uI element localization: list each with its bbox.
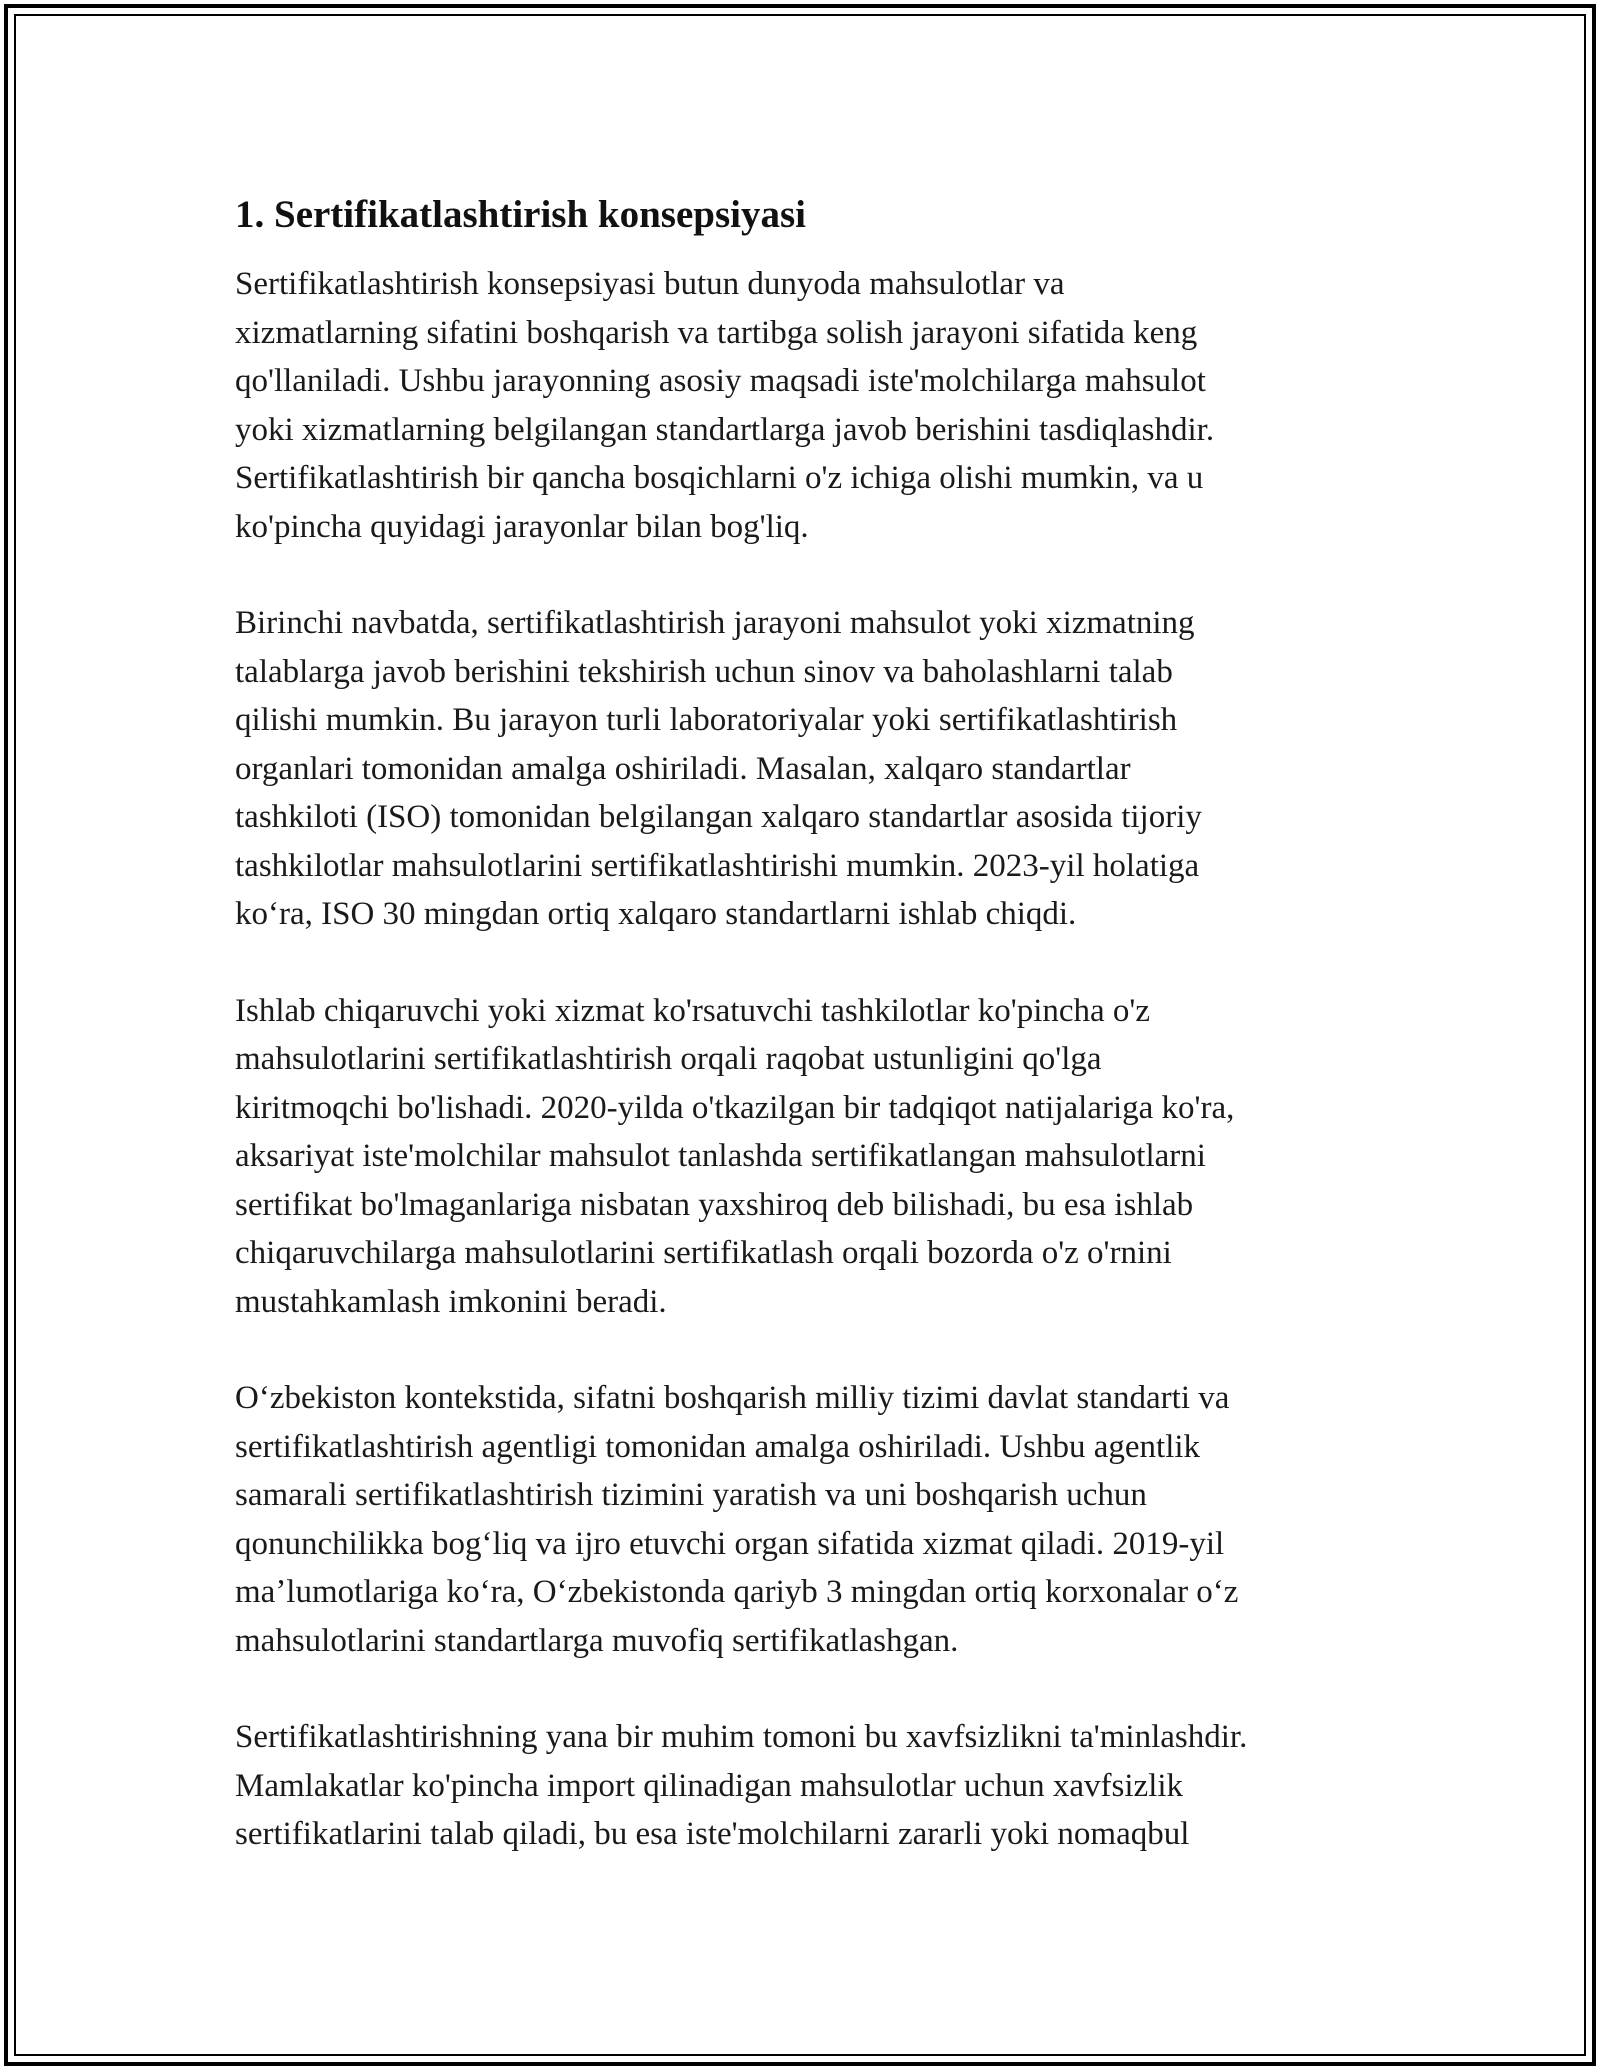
paragraph-5: Sertifikatlashtirishning yana bir muhim tomoni bu xavfsizlikni ta'minlashdir. Mamlakatlar ko'pincha import qilinadigan mahsulotlar uchun xavfsizlik sertifikatlarini talab qiladi, bu esa iste'molchilarni zararli yoki nomaqbul [235,1719,1248,1852]
section-heading: 1. Sertifikatlashtirish konsepsiyasi [235,193,807,236]
paragraph-2: Birinchi navbatda, sertifikatlashtirish jarayoni mahsulot yoki xizmatning talablarga javob berishini tekshirish uchun sinov va baholashlarni talab qilishi mumkin. Bu jarayon turli laboratoriyalar yoki sertifikatlashtirish organlari tomonidan amalga oshiriladi. Masalan, xalqaro standartlar tashkiloti (ISO) tomonidan belgilangan xalqaro standartlar asosida tijoriy tashkilotlar mahsulotlarini sertifikatlashtirishi mumkin. 2023-yil holatiga koʻra, ISO 30 mingdan ortiq xalqaro standartlarni ishlab chiqdi. [235,605,1202,932]
paragraph-1: Sertifikatlashtirish konsepsiyasi butun dunyoda mahsulotlar va xizmatlarning sifatini boshqarish va tartibga solish jarayoni sifatida keng qo'llaniladi. Ushbu jarayonning asosiy maqsadi iste'molchilarga mahsulot yoki xizmatlarning belgilangan standartlarga javob berishini tasdiqlashdir. Sertifikatlashtirish bir qancha bosqichlarni o'z ichiga olishi mumkin, va u ko'pincha quyidagi jarayonlar bilan bog'liq. [235,266,1215,545]
paragraph-4: Oʻzbekiston kontekstida, sifatni boshqarish milliy tizimi davlat standarti va sertifikatlashtirish agentligi tomonidan amalga oshiriladi. Ushbu agentlik samarali sertifikatlashtirish tizimini yaratish va uni boshqarish uchun qonunchilikka bogʻliq va ijro etuvchi organ sifatida xizmat qiladi. 2019-yil maʼlumotlariga koʻra, Oʻzbekistonda qariyb 3 mingdan ortiq korxonalar oʻz mahsulotlarini standartlarga muvofiq sertifikatlashgan. [235,1380,1239,1659]
paragraph-3: Ishlab chiqaruvchi yoki xizmat ko'rsatuvchi tashkilotlar ko'pincha o'z mahsulotlarini sertifikatlashtirish orqali raqobat ustunligini qo'lga kiritmoqchi bo'lishadi. 2020-yilda o'tkazilgan bir tadqiqot natijalariga ko'ra, aksariyat iste'molchilar mahsulot tanlashda sertifikatlangan mahsulotlarni sertifikat bo'lmaganlariga nisbatan yaxshiroq deb bilishadi, bu esa ishlab chiqaruvchilarga mahsulotlarini sertifikatlash orqali bozorda o'z o'rnini mustahkamlash imkonini beradi. [235,992,1235,1320]
document-page [235,190,1375,1907]
